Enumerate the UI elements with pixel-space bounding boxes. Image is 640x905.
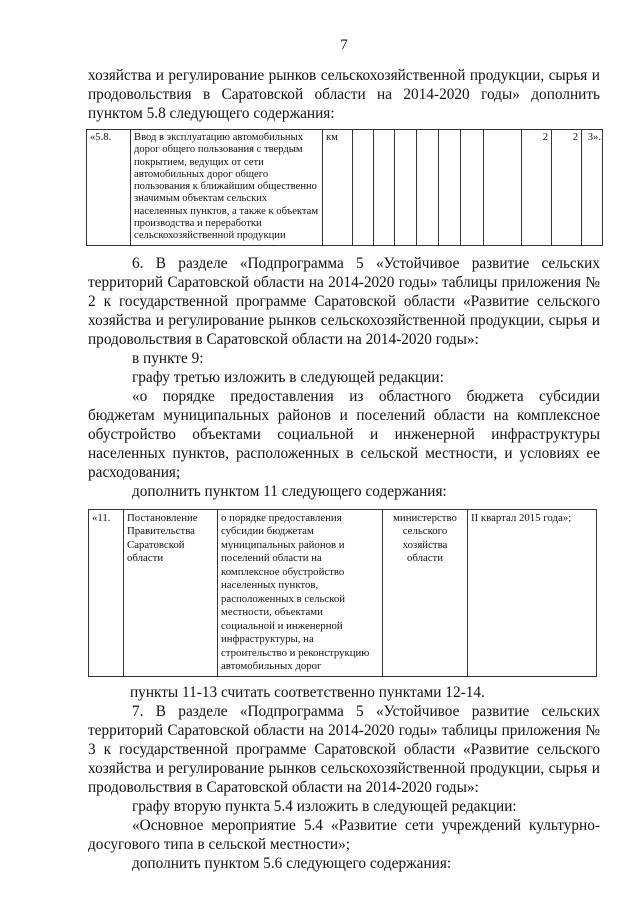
cell-value (395, 130, 417, 246)
cell-number: «11. (89, 509, 124, 676)
paragraph-7-a: графу вторую пункта 5.4 изложить в следующей редакции: (132, 797, 517, 815)
cell-value (484, 130, 522, 246)
paragraph-6-d: дополнить пунктом 11 следующего содержания: (132, 482, 447, 500)
page-number: 7 (340, 37, 348, 53)
cell-subject: о порядке предоставления субсидии бюджетам муниципальных районов и поселений области на комплексное обустройство населенных пунктов, расположенных в сельской местности, объектами социальной и инженерной инфраструктуры, на строительство и реконструкцию автомобильных дорог (218, 509, 383, 676)
cell-value (374, 130, 395, 246)
table-row (89, 509, 597, 676)
paragraph-6-c: «о порядке предоставления из областного бюджета субсидии бюджетам муниципальных районов и поселений области на комплексное обустройство объектами социальной и инженерной инфраструктуры населенных пунктов, расположенных в сельской местности, и условиях ее расходования; (88, 387, 600, 481)
cell-number: «5.8. (87, 130, 131, 246)
paragraph-7: 7. В разделе «Подпрограмма 5 «Устойчивое развитие сельских территорий Саратовской области на 2014-2020 годы» таблицы приложения № 3 к государственной программе Саратовской области «Развитие сельского хозяйства и регулирование рынков сельскохозяйственной продукции, сырья и продовольствия в Саратовской области на 2014-2020 годы»: (88, 702, 600, 796)
cell-executor: министерство сельского хозяйства области (383, 509, 468, 676)
cell-term: II квартал 2015 года»; (468, 509, 597, 676)
cell-value (417, 130, 439, 246)
paragraph-6-a: в пункте 9: (132, 349, 204, 367)
table-item-11 (88, 509, 597, 677)
cell-value: 2 (522, 130, 552, 246)
cell-unit: км (323, 130, 353, 246)
paragraph-7-c: дополнить пунктом 5.6 следующего содержания: (132, 854, 452, 872)
cell-name: Ввод в эксплуатацию автомобильных дорог общего пользования с твердым покрытием, ведущих от сети автомобильных дорог общего пользования к ближайшим общественно значимым объектам сельских населенных пунктов, а также к объектам производства и переработки сельскохозяйственной продукции (131, 130, 323, 246)
cell-value: 3». (582, 130, 603, 246)
paragraph-continuation: хозяйства и регулирование рынков сельскохозяйственной продукции, сырья и продовольствия в Саратовской области на 2014-2020 годы» дополнить пунктом 5.8 следующего содержания: (88, 67, 600, 122)
paragraph-6-b: графу третью изложить в следующей редакции: (132, 368, 444, 386)
table-item-5-8 (86, 129, 603, 246)
paragraph-7-b: «Основное мероприятие 5.4 «Развитие сети учреждений культурно-досугового типа в сельской местности»; (88, 816, 600, 853)
table-row (87, 130, 603, 246)
cell-value (461, 130, 484, 246)
cell-value (439, 130, 461, 246)
cell-value: 2 (552, 130, 582, 246)
paragraph-renumber: пункты 11-13 считать соответственно пунктами 12-14. (130, 683, 485, 701)
paragraph-6: 6. В разделе «Подпрограмма 5 «Устойчивое развитие сельских территорий Саратовской области на 2014-2020 годы» таблицы приложения № 2 к государственной программе Саратовской области «Развитие сельского хозяйства и регулирование рынков сельскохозяйственной продукции, сырья и продовольствия в Саратовской области на 2014-2020 годы»: (88, 254, 600, 348)
cell-document: Постановление Правительства Саратовской области (124, 509, 218, 676)
cell-value (353, 130, 374, 246)
